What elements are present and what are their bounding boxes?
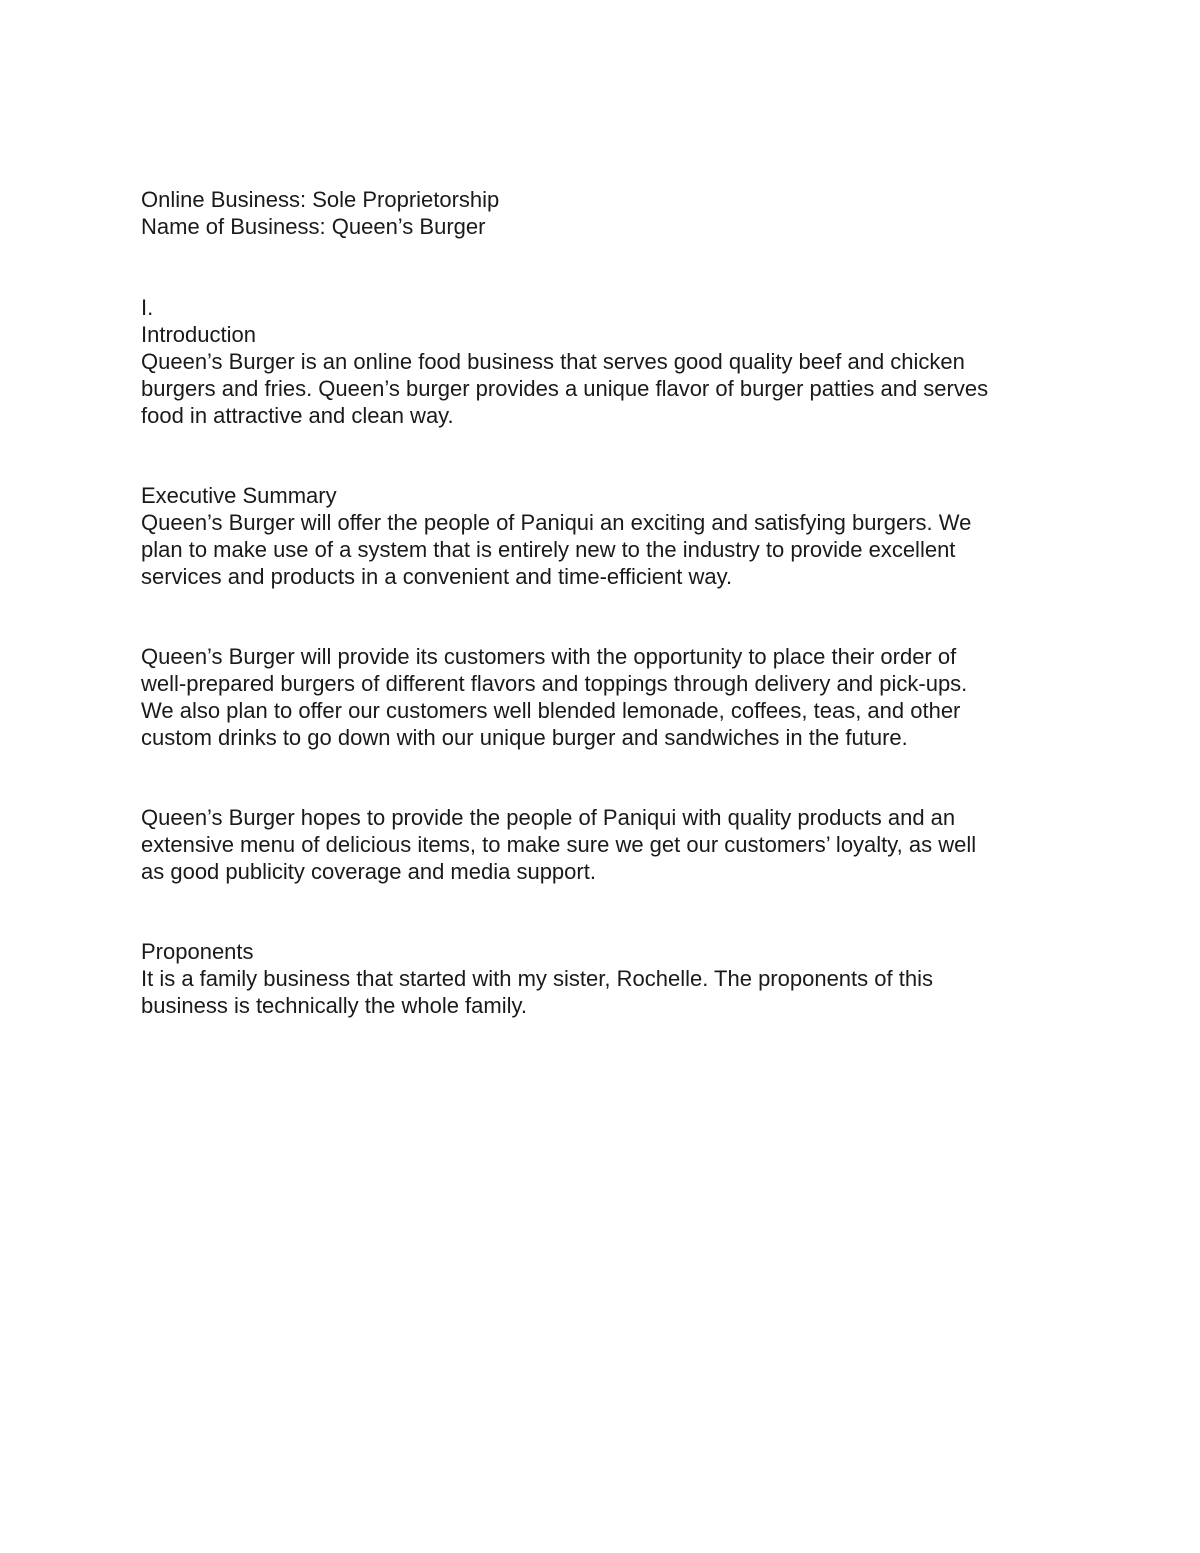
paragraph-line: plan to make use of a system that is entirely new to the industry to provide excellent xyxy=(141,537,956,562)
proponents-heading: Proponents xyxy=(141,939,254,964)
section-numeral: I. xyxy=(141,295,154,320)
spacer xyxy=(141,429,1081,482)
paragraph-line: as good publicity coverage and media support. xyxy=(141,859,596,884)
spacer xyxy=(141,590,1081,643)
introduction-paragraph xyxy=(141,348,1081,429)
business-name-line: Name of Business: Queen’s Burger xyxy=(141,214,486,239)
paragraph-line: business is technically the whole family. xyxy=(141,993,527,1018)
paragraph-line: services and products in a convenient and time-efficient way. xyxy=(141,564,733,589)
proponents-paragraph xyxy=(141,965,1081,1019)
document-body xyxy=(141,186,1081,1019)
paragraph-line: custom drinks to go down with our unique burger and sandwiches in the future. xyxy=(141,725,908,750)
paragraph-line: Queen’s Burger will provide its customers with the opportunity to place their order of xyxy=(141,644,957,669)
executive-summary-paragraph-1 xyxy=(141,509,1081,590)
paragraph-line: Queen’s Burger will offer the people of Paniqui an exciting and satisfying burgers. We xyxy=(141,510,972,535)
introduction-heading: Introduction xyxy=(141,322,256,347)
paragraph-line: well-prepared burgers of different flavors and toppings through delivery and pick-ups. xyxy=(141,671,968,696)
spacer xyxy=(141,751,1081,804)
paragraph-line: It is a family business that started with my sister, Rochelle. The proponents of this xyxy=(141,966,933,991)
business-type-line: Online Business: Sole Proprietorship xyxy=(141,187,500,212)
executive-summary-paragraph-3 xyxy=(141,804,1081,885)
paragraph-line: extensive menu of delicious items, to make sure we get our customers’ loyalty, as well xyxy=(141,832,977,857)
paragraph-line: We also plan to offer our customers well blended lemonade, coffees, teas, and other xyxy=(141,698,961,723)
paragraph-line: Queen’s Burger hopes to provide the people of Paniqui with quality products and an xyxy=(141,805,956,830)
executive-summary-heading: Executive Summary xyxy=(141,483,337,508)
paragraph-line: Queen’s Burger is an online food business that serves good quality beef and chicken xyxy=(141,349,965,374)
paragraph-line: food in attractive and clean way. xyxy=(141,403,454,428)
executive-summary-paragraph-2 xyxy=(141,643,1081,751)
paragraph-line: burgers and fries. Queen’s burger provides a unique flavor of burger patties and serves xyxy=(141,376,989,401)
spacer xyxy=(141,240,1081,294)
spacer xyxy=(141,885,1081,938)
